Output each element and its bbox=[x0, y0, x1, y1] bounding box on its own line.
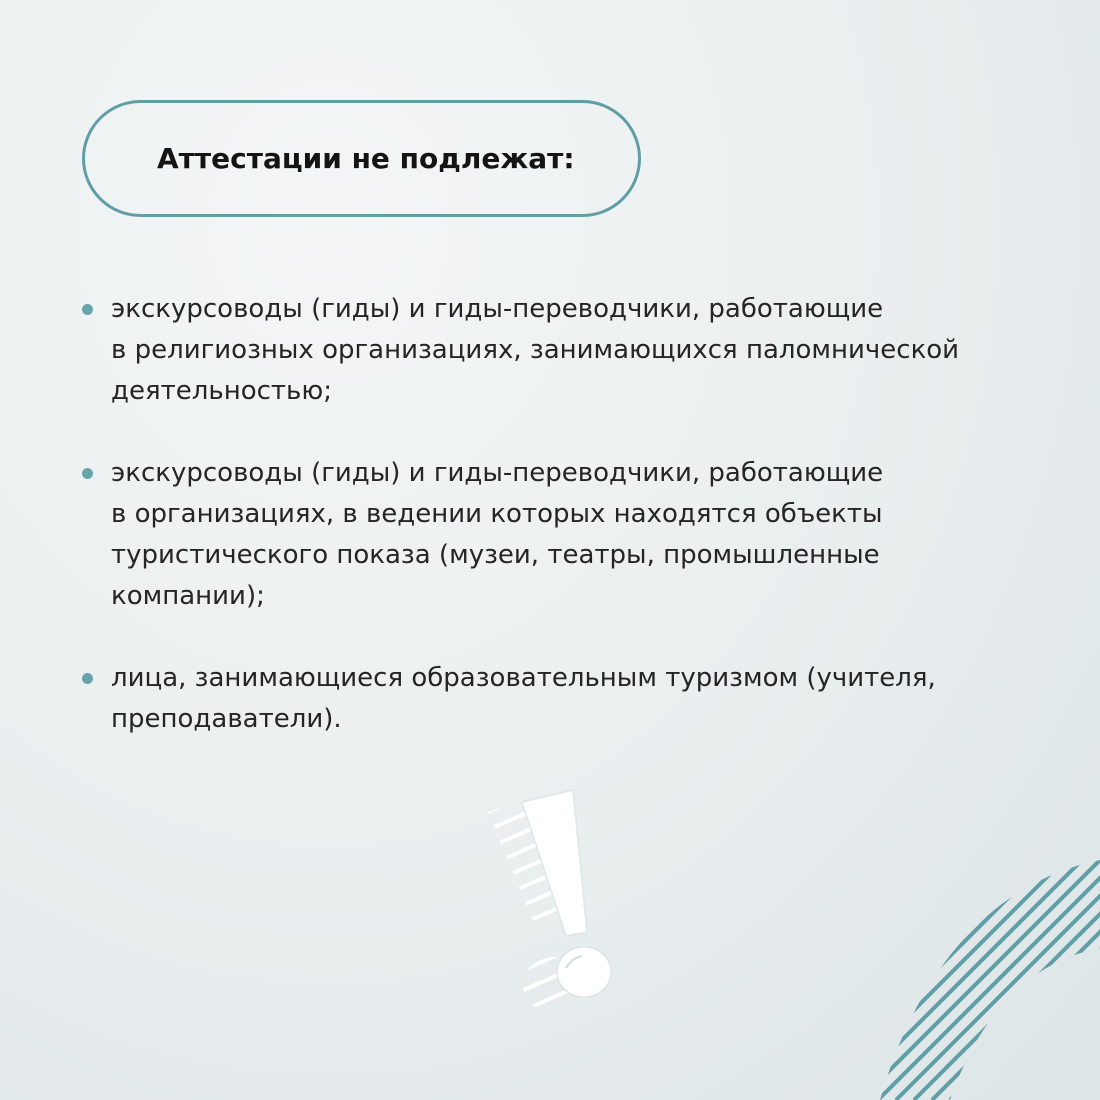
list-item-line: преподаватели). bbox=[111, 704, 342, 734]
list-item-line: в религиозных организациях, занимающихся паломнической bbox=[111, 335, 960, 365]
list-item-line: экскурсоводы (гиды) и гиды-переводчики, работающие bbox=[111, 294, 884, 324]
list-item-line: деятельностью; bbox=[111, 376, 333, 406]
page-title: Аттестации не подлежат: bbox=[157, 142, 575, 175]
list-item-line: экскурсоводы (гиды) и гиды-переводчики, работающие bbox=[111, 458, 884, 488]
list-item-line: туристического показа (музеи, театры, промышленные bbox=[111, 540, 880, 570]
list-item-line: лица, занимающиеся образовательным туризмом (учителя, bbox=[111, 663, 936, 693]
list-item-line: компании); bbox=[111, 581, 265, 611]
list-item-line: в организациях, в ведении которых находятся объекты bbox=[111, 499, 883, 529]
